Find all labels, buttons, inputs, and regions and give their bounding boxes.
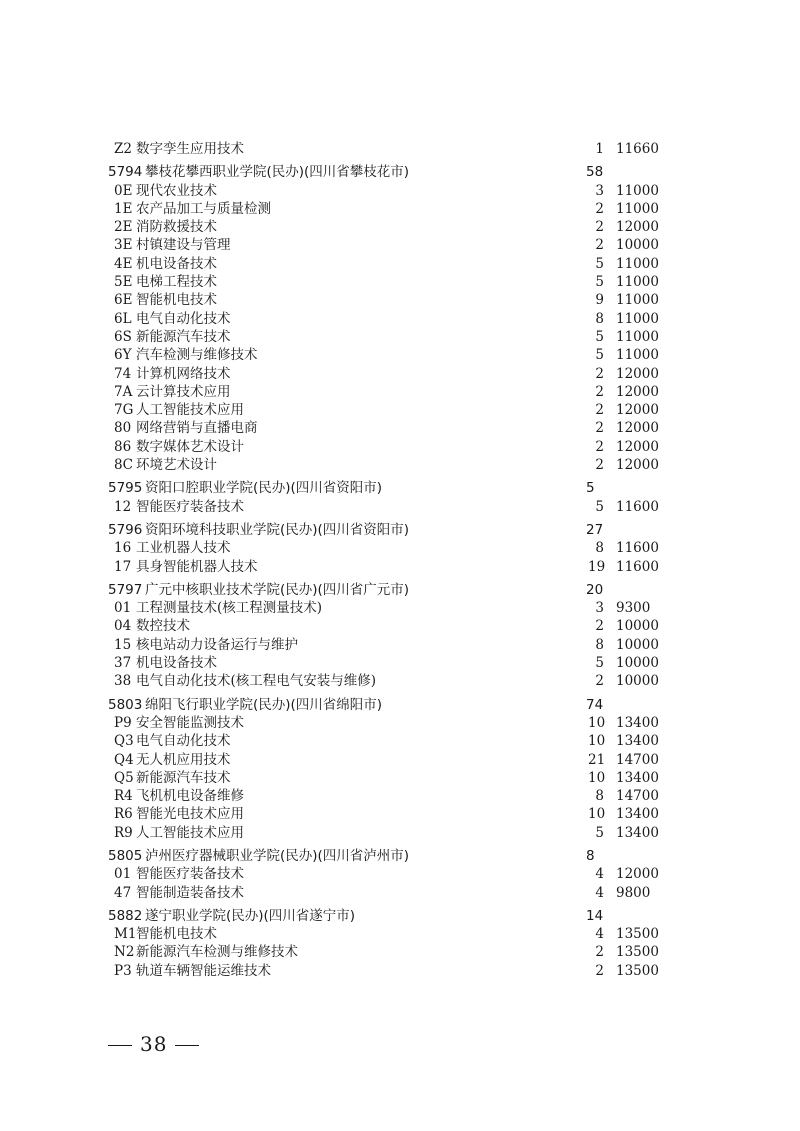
school-plan-total: 58 bbox=[586, 164, 604, 181]
major-code: R9 bbox=[114, 824, 133, 841]
school-name: 广元中核职业技术学院(民办)(四川省广元市) bbox=[145, 581, 410, 598]
major-row bbox=[108, 498, 668, 516]
major-row bbox=[108, 654, 668, 672]
major-row bbox=[108, 865, 668, 883]
major-row bbox=[108, 383, 668, 401]
school-group bbox=[108, 479, 668, 516]
school-row bbox=[108, 163, 668, 181]
major-name: 新能源汽车检测与维修技术 bbox=[136, 944, 298, 961]
major-fee: 12000 bbox=[616, 219, 659, 236]
major-fee: 11600 bbox=[616, 558, 659, 575]
school-row bbox=[108, 696, 668, 714]
major-row bbox=[108, 636, 668, 654]
school-name: 遂宁职业学院(民办)(四川省遂宁市) bbox=[145, 907, 356, 924]
major-plan: 2 bbox=[595, 457, 604, 474]
major-plan: 5 bbox=[595, 824, 604, 841]
school-plan-total: 8 bbox=[586, 847, 595, 864]
major-plan: 2 bbox=[595, 402, 604, 419]
major-plan: 2 bbox=[595, 618, 604, 635]
major-row bbox=[108, 714, 668, 732]
major-plan: 5 bbox=[595, 655, 604, 672]
page-number: 38 bbox=[140, 1032, 168, 1056]
major-code: 6E bbox=[114, 292, 133, 309]
major-code: 47 bbox=[114, 884, 132, 901]
major-row bbox=[108, 617, 668, 635]
major-plan: 2 bbox=[595, 219, 604, 236]
major-name: 数字媒体艺术设计 bbox=[136, 438, 244, 455]
major-fee: 13500 bbox=[616, 944, 659, 961]
major-fee: 11000 bbox=[616, 347, 659, 364]
major-row bbox=[108, 456, 668, 474]
school-plan-total: 14 bbox=[586, 907, 604, 924]
major-fee: 12000 bbox=[616, 438, 659, 455]
major-row bbox=[108, 884, 668, 902]
school-name: 攀枝花攀西职业学院(民办)(四川省攀枝花市) bbox=[145, 164, 410, 181]
major-code: N2 bbox=[114, 944, 135, 961]
major-row bbox=[108, 346, 668, 364]
school-group bbox=[108, 907, 668, 980]
major-plan: 3 bbox=[595, 182, 604, 199]
major-code: 3E bbox=[114, 237, 133, 254]
school-code: 5805 bbox=[108, 847, 143, 864]
major-fee: 9800 bbox=[616, 884, 651, 901]
school-code: 5794 bbox=[108, 164, 143, 181]
major-code: 8C bbox=[114, 457, 133, 474]
major-name: 汽车检测与维修技术 bbox=[136, 347, 258, 364]
enrollment-plan-list bbox=[108, 140, 668, 985]
major-name: 农产品加工与质量检测 bbox=[136, 200, 271, 217]
major-plan: 19 bbox=[588, 558, 606, 575]
major-code: Q3 bbox=[114, 733, 134, 750]
major-fee: 10000 bbox=[616, 618, 659, 635]
major-plan: 2 bbox=[595, 962, 604, 979]
major-fee: 10000 bbox=[616, 673, 659, 690]
school-group bbox=[108, 847, 668, 902]
school-name: 泸州医疗器械职业学院(民办)(四川省泸州市) bbox=[145, 847, 410, 864]
school-row bbox=[108, 907, 668, 925]
major-name: 网络营销与直播电商 bbox=[136, 420, 258, 437]
major-code: 12 bbox=[114, 498, 132, 515]
major-name: 安全智能监测技术 bbox=[136, 714, 244, 731]
major-name: 无人机应用技术 bbox=[136, 751, 231, 768]
school-plan-total: 20 bbox=[586, 581, 604, 598]
major-plan: 10 bbox=[588, 769, 606, 786]
major-code: 5E bbox=[114, 274, 133, 291]
major-plan: 5 bbox=[595, 255, 604, 272]
school-row bbox=[108, 847, 668, 865]
major-name: 消防救援技术 bbox=[136, 219, 217, 236]
major-row bbox=[108, 962, 668, 980]
school-code: 5797 bbox=[108, 581, 143, 598]
major-code: 37 bbox=[114, 655, 132, 672]
major-fee: 14700 bbox=[616, 788, 659, 805]
major-plan: 8 bbox=[595, 310, 604, 327]
major-plan: 9 bbox=[595, 292, 604, 309]
major-code: P9 bbox=[114, 714, 132, 731]
major-name: 新能源汽车技术 bbox=[136, 769, 231, 786]
major-fee: 11600 bbox=[616, 498, 659, 515]
major-fee: 12000 bbox=[616, 457, 659, 474]
major-row bbox=[108, 943, 668, 961]
major-plan: 10 bbox=[588, 714, 606, 731]
major-name: 轨道车辆智能运维技术 bbox=[136, 962, 271, 979]
major-row bbox=[108, 365, 668, 383]
major-name: 核电站动力设备运行与维护 bbox=[136, 636, 298, 653]
major-code: 6L bbox=[114, 310, 132, 327]
major-name: 机电设备技术 bbox=[136, 655, 217, 672]
major-row bbox=[108, 925, 668, 943]
major-name: 数控技术 bbox=[136, 618, 190, 635]
major-fee: 10000 bbox=[616, 655, 659, 672]
major-row bbox=[108, 291, 668, 309]
major-code: 7A bbox=[114, 383, 133, 400]
school-code: 5882 bbox=[108, 907, 143, 924]
major-code: 01 bbox=[114, 600, 132, 617]
major-plan: 5 bbox=[595, 328, 604, 345]
major-row bbox=[108, 599, 668, 617]
school-name: 资阳口腔职业学院(民办)(四川省资阳市) bbox=[145, 480, 383, 497]
school-row bbox=[108, 521, 668, 539]
major-row bbox=[108, 182, 668, 200]
major-row bbox=[108, 401, 668, 419]
major-plan: 2 bbox=[595, 420, 604, 437]
school-group bbox=[108, 521, 668, 576]
major-row bbox=[108, 751, 668, 769]
school-group bbox=[108, 581, 668, 691]
major-plan: 2 bbox=[595, 383, 604, 400]
major-plan: 1 bbox=[595, 141, 604, 157]
major-plan: 8 bbox=[595, 788, 604, 805]
major-fee: 12000 bbox=[616, 866, 659, 883]
major-fee: 13400 bbox=[616, 806, 659, 823]
major-fee: 13500 bbox=[616, 962, 659, 979]
major-fee: 13400 bbox=[616, 733, 659, 750]
major-row bbox=[108, 200, 668, 218]
major-fee: 11000 bbox=[616, 182, 659, 199]
major-fee: 11000 bbox=[616, 310, 659, 327]
major-plan: 2 bbox=[595, 944, 604, 961]
major-name: 新能源汽车技术 bbox=[136, 328, 231, 345]
major-code: R4 bbox=[114, 788, 133, 805]
major-code: 86 bbox=[114, 438, 132, 455]
major-plan: 2 bbox=[595, 365, 604, 382]
major-fee: 10000 bbox=[616, 237, 659, 254]
major-plan: 4 bbox=[595, 884, 604, 901]
school-plan-total: 74 bbox=[586, 696, 604, 713]
major-plan: 2 bbox=[595, 237, 604, 254]
major-code: 04 bbox=[114, 618, 132, 635]
major-row bbox=[108, 787, 668, 805]
major-name: 智能制造装备技术 bbox=[136, 884, 244, 901]
page-footer bbox=[108, 1032, 199, 1056]
major-name: 具身智能机器人技术 bbox=[136, 558, 258, 575]
major-fee: 11600 bbox=[616, 540, 659, 557]
major-fee: 11000 bbox=[616, 292, 659, 309]
major-code: Q5 bbox=[114, 769, 134, 786]
school-code: 5795 bbox=[108, 480, 143, 497]
major-plan: 3 bbox=[595, 600, 604, 617]
major-row bbox=[108, 824, 668, 842]
major-fee: 11000 bbox=[616, 274, 659, 291]
major-row bbox=[108, 218, 668, 236]
major-name: 智能机电技术 bbox=[136, 926, 217, 943]
school-group bbox=[108, 163, 668, 474]
major-fee: 11660 bbox=[616, 141, 659, 157]
major-fee: 12000 bbox=[616, 365, 659, 382]
major-name: 电气自动化技术 bbox=[136, 733, 231, 750]
major-row bbox=[108, 732, 668, 750]
major-row bbox=[108, 419, 668, 437]
major-code: 74 bbox=[114, 365, 132, 382]
major-name: 电梯工程技术 bbox=[136, 274, 217, 291]
major-fee: 13400 bbox=[616, 714, 659, 731]
major-plan: 4 bbox=[595, 866, 604, 883]
major-code: 2E bbox=[114, 219, 133, 236]
major-code: 38 bbox=[114, 673, 132, 690]
major-code: Q4 bbox=[114, 751, 134, 768]
school-code: 5803 bbox=[108, 696, 143, 713]
major-row bbox=[108, 140, 668, 158]
major-row bbox=[108, 273, 668, 291]
major-row bbox=[108, 438, 668, 456]
major-code: 1E bbox=[114, 200, 133, 217]
major-code: 0E bbox=[114, 182, 133, 199]
major-row bbox=[108, 558, 668, 576]
major-code: 01 bbox=[114, 866, 132, 883]
major-row bbox=[108, 328, 668, 346]
major-code: 80 bbox=[114, 420, 132, 437]
major-name: 数字孪生应用技术 bbox=[136, 141, 244, 157]
major-plan: 4 bbox=[595, 926, 604, 943]
major-name: 工业机器人技术 bbox=[136, 540, 231, 557]
school-plan-total: 27 bbox=[586, 521, 604, 538]
major-fee: 12000 bbox=[616, 420, 659, 437]
major-code: M1 bbox=[114, 926, 137, 943]
major-plan: 2 bbox=[595, 438, 604, 455]
major-plan: 5 bbox=[595, 347, 604, 364]
major-row bbox=[108, 236, 668, 254]
major-name: 飞机机电设备维修 bbox=[136, 788, 244, 805]
major-row bbox=[108, 769, 668, 787]
school-row bbox=[108, 479, 668, 497]
major-name: 电气自动化技术 bbox=[136, 310, 231, 327]
major-row bbox=[108, 255, 668, 273]
major-name: 智能机电技术 bbox=[136, 292, 217, 309]
school-group bbox=[108, 140, 668, 158]
major-code: Z2 bbox=[114, 141, 132, 157]
major-row bbox=[108, 539, 668, 557]
major-name: 现代农业技术 bbox=[136, 182, 217, 199]
major-name: 村镇建设与管理 bbox=[136, 237, 231, 254]
major-name: 机电设备技术 bbox=[136, 255, 217, 272]
major-plan: 10 bbox=[588, 806, 606, 823]
major-code: R6 bbox=[114, 806, 133, 823]
major-fee: 13400 bbox=[616, 824, 659, 841]
major-name: 云计算技术应用 bbox=[136, 383, 231, 400]
major-code: 6Y bbox=[114, 347, 132, 364]
major-plan: 8 bbox=[595, 636, 604, 653]
footer-dash-left bbox=[108, 1045, 132, 1046]
major-fee: 13400 bbox=[616, 769, 659, 786]
major-plan: 2 bbox=[595, 200, 604, 217]
major-code: 6S bbox=[114, 328, 132, 345]
major-name: 智能医疗装备技术 bbox=[136, 498, 244, 515]
footer-dash-right bbox=[175, 1045, 199, 1046]
major-code: P3 bbox=[114, 962, 132, 979]
major-fee: 14700 bbox=[616, 751, 659, 768]
major-name: 人工智能技术应用 bbox=[136, 824, 244, 841]
major-plan: 5 bbox=[595, 274, 604, 291]
major-name: 环境艺术设计 bbox=[136, 457, 217, 474]
major-row bbox=[108, 310, 668, 328]
school-row bbox=[108, 581, 668, 599]
school-name: 绵阳飞行职业学院(民办)(四川省绵阳市) bbox=[145, 696, 383, 713]
major-code: 7G bbox=[114, 402, 134, 419]
major-name: 智能光电技术应用 bbox=[136, 806, 244, 823]
major-code: 17 bbox=[114, 558, 132, 575]
school-plan-total: 5 bbox=[586, 480, 595, 497]
school-code: 5796 bbox=[108, 521, 143, 538]
major-row bbox=[108, 672, 668, 690]
major-name: 电气自动化技术(核工程电气安装与维修) bbox=[136, 673, 377, 690]
school-name: 资阳环境科技职业学院(民办)(四川省资阳市) bbox=[145, 521, 410, 538]
major-fee: 9300 bbox=[616, 600, 651, 617]
major-name: 智能医疗装备技术 bbox=[136, 866, 244, 883]
major-plan: 8 bbox=[595, 540, 604, 557]
major-code: 15 bbox=[114, 636, 132, 653]
major-fee: 12000 bbox=[616, 383, 659, 400]
major-code: 4E bbox=[114, 255, 133, 272]
major-plan: 5 bbox=[595, 498, 604, 515]
major-plan: 21 bbox=[588, 751, 606, 768]
school-group bbox=[108, 696, 668, 842]
major-fee: 10000 bbox=[616, 636, 659, 653]
major-row bbox=[108, 805, 668, 823]
major-name: 人工智能技术应用 bbox=[136, 402, 244, 419]
major-fee: 13500 bbox=[616, 926, 659, 943]
major-plan: 2 bbox=[595, 673, 604, 690]
major-name: 工程测量技术(核工程测量技术) bbox=[136, 600, 323, 617]
major-plan: 10 bbox=[588, 733, 606, 750]
major-fee: 11000 bbox=[616, 328, 659, 345]
major-code: 16 bbox=[114, 540, 132, 557]
major-fee: 11000 bbox=[616, 255, 659, 272]
major-name: 计算机网络技术 bbox=[136, 365, 231, 382]
major-fee: 12000 bbox=[616, 402, 659, 419]
major-fee: 11000 bbox=[616, 200, 659, 217]
